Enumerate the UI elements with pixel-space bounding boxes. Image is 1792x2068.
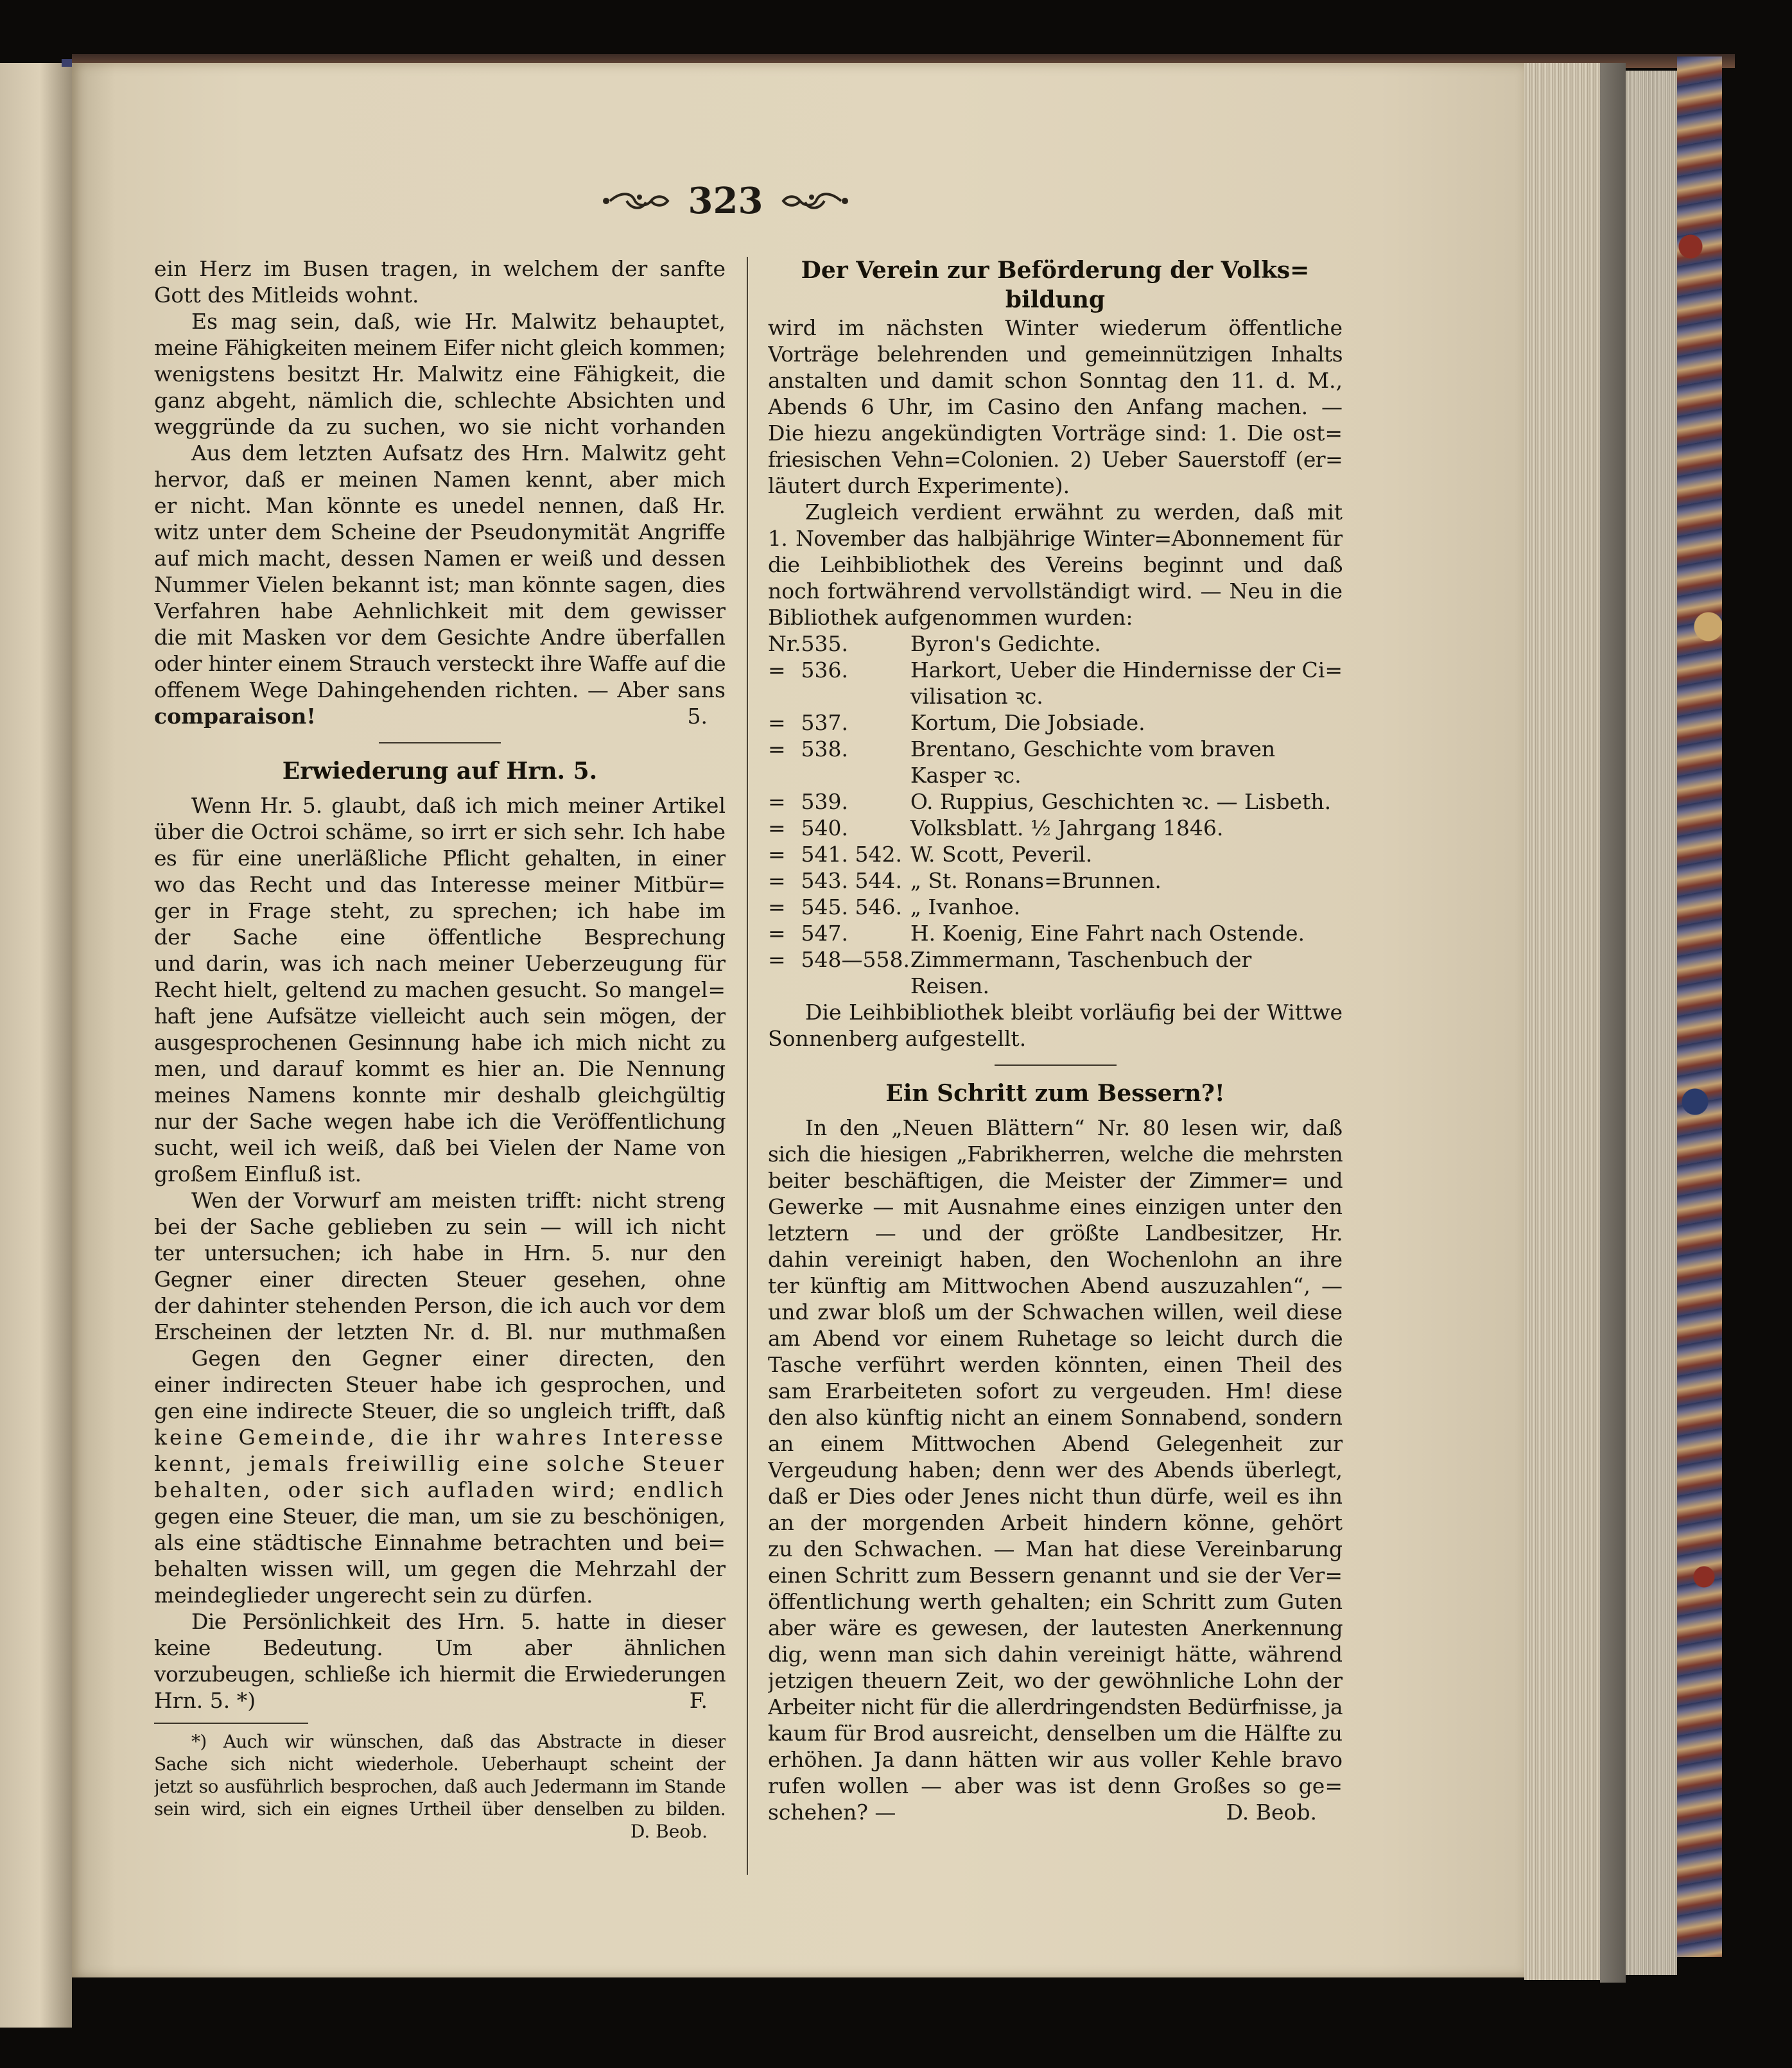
marbled-cover-edge [1677,56,1722,1957]
ornament-right-icon [779,188,850,214]
list-mark: = [768,947,786,972]
text-line: haft jene Aufsätze vielleicht auch sein mögen, der [154,1004,726,1029]
text-line: Vergeudung haben; denn wer des Abends überlegt, [768,1457,1343,1482]
page-stack-edges [1524,63,1600,1980]
ornament-left-icon [601,188,672,214]
book-title-line: Zimmermann, Taschenbuch der [910,947,1252,972]
text-line: Zugleich verdient erwähnt zu werden, daß mit [805,500,1343,525]
text-line: Tasche verführt werden könnten, einen Theil des [768,1352,1343,1377]
text-line: großem Einfluß ist. [154,1161,362,1186]
text-line: letztern — und der größte Landbesitzer, Hr. [768,1221,1343,1246]
text-line: Sonnenberg aufgestellt. [768,1026,1027,1051]
article-closing [154,1687,726,1714]
text-line: wird im nächsten Winter wiederum öffentliche [768,315,1343,340]
book-number: 543. 544. [801,868,902,893]
text-line: der dahinter stehenden Person, die ich auch vor dem [154,1293,726,1318]
list-item [768,946,1343,999]
text-line: einen Schritt zum Bessern genannt und sie der Ver= [768,1563,1343,1588]
left-column [154,256,726,1843]
text-line: Erscheinen der letzten Nr. d. Bl. nur muthmaßen [154,1319,726,1344]
text-line: sich die hiesigen „Fabrikherren, welche die mehrsten [768,1142,1343,1167]
column-divider [747,257,748,1875]
list-item [768,788,1343,815]
list-item [768,630,1343,657]
text-line: Wen der Vorwurf am meisten trifft: nicht streng [191,1188,726,1213]
book-title-line: Harkort, Ueber die Hindernisse der Ci= [910,657,1343,682]
book-title: Kortum, Die Jobsiade. [910,710,1145,735]
section-divider [379,742,501,743]
list-mark: = [768,921,786,946]
footnote-line: *) Auch wir wünschen, daß das Abstracte in dieser [191,1731,726,1752]
text-line: Aus dem letzten Aufsatz des Hrn. Malwitz geht [191,440,726,465]
text-line: men, und darauf kommt es hier an. Die Nennung [154,1056,726,1081]
section-heading: Erwiederung auf Hrn. 5. [282,758,598,785]
text-line: sam Erarbeiteten sofort zu vergeuden. Hm! diese [768,1378,1343,1403]
book-title: H. Koenig, Eine Fahrt nach Ostende. [910,921,1305,946]
text-line: Verfahren habe Aehnlichkeit mit dem gewisser [154,598,726,623]
text-line: und darin, was ich nach meiner Ueberzeugung für [154,951,726,976]
text-line: friesischen Vehn=Colonien. 2) Ueber Sauerstoff (er= [768,447,1343,472]
text-block-edge [1626,71,1677,1975]
text-line: er nicht. Man könnte es unedel nennen, daß Hr. [154,493,726,518]
facing-page-edge [0,63,72,2028]
book-list [768,630,1343,999]
text-line: ter künftig am Mittwochen Abend auszuzahlen“, — [768,1273,1343,1298]
text-line: Nummer Vielen bekannt ist; man könnte sagen, dies [154,572,726,597]
text-line: die mit Masken vor dem Gesichte Andre überfallen [154,625,726,650]
list-item [768,920,1343,946]
text-line: erhöhen. Ja dann hätten wir aus voller Kehle bravo [768,1747,1343,1772]
text-line: meindeglieder ungerecht sein zu dürfen. [154,1583,593,1608]
text-line: weggründe da zu suchen, wo sie nicht vorhanden [154,414,726,439]
book-title-line: Reisen. [910,973,989,998]
list-item [768,709,1343,736]
text-line: nur der Sache wegen habe ich die Veröffentlichung [154,1109,726,1134]
book-number: 538. [801,736,848,761]
author-signature: F. [689,1688,708,1713]
text-line: daß er Dies oder Jenes nicht thun dürfe, weil es ihn [768,1484,1343,1509]
text-line: es für eine unerläßliche Pflicht gehalten, in einer [154,846,726,871]
text-line: meine Fähigkeiten meinem Eifer nicht gleich kommen; [154,335,726,360]
text-line: öffentlichung werth gehalten; ein Schritt zum Guten [768,1589,1343,1614]
text-line: wenigstens besitzt Hr. Malwitz eine Fähigkeit, die [154,361,726,387]
editor-signature: D. Beob. [630,1821,708,1842]
book-number: 541. 542. [801,842,902,867]
text-line: einer indirecten Steuer habe ich gesprochen, und [154,1372,726,1397]
text-line: anstalten und damit schon Sonntag den 11. d. M., [768,368,1343,393]
binding-gutter [1600,63,1626,1983]
text-line: über die Octroi schäme, so irrt er sich sehr. Ich habe [154,819,726,844]
text-line: oder hinter einem Strauch versteckt ihre Waffe auf die [154,651,726,676]
text-line: jetzigen theuern Zeit, wo der gewöhnliche Lohn der [768,1668,1343,1693]
book-title: Volksblatt. ½ Jahrgang 1846. [910,815,1224,840]
footnote-divider [154,1723,308,1724]
text-line: meines Namens konnte mir deshalb gleichgültig [154,1082,726,1108]
book-number: 545. 546. [801,894,902,919]
heading-line: bildung [1005,286,1106,313]
text-line: Die Leihbibliothek bleibt vorläufig bei der Wittwe [805,1000,1343,1025]
text-line: dig, wenn man sich dahin vereinigt hätte, während [768,1642,1343,1667]
book-number: 539. [801,789,848,814]
footnote-line: jetzt so ausführlich besprochen, daß auch Jedermann im Stande [154,1776,726,1797]
list-item [768,841,1343,867]
text-line: Arbeiter nicht für die allerdringendsten Bedürfnisse, ja [768,1694,1343,1719]
text-line: kennt, jemals freiwillig eine solche Steuer [154,1451,726,1476]
book-title-line: vilisation ꝛc. [910,684,1043,709]
book-number: 537. [801,710,848,735]
text-line: offenem Wege Dahingehenden richten. — Aber sans [154,677,726,702]
text-line: ausgesprochenen Gesinnung habe ich mich nicht zu [154,1030,726,1055]
text-line: gegen eine Steuer, die man, um sie zu beschönigen, [154,1504,726,1529]
book-title: „ Ivanhoe. [910,894,1021,919]
text-line: beiter beschäftigen, die Meister der Zimmer= und [768,1168,1343,1193]
list-mark: = [768,894,786,919]
text-line: keine Gemeinde, die ihr wahres Interesse [154,1425,726,1450]
list-mark: = [768,657,786,682]
text-line: der Sache eine öffentliche Besprechung [154,925,726,950]
book-title: „ St. Ronans=Brunnen. [910,868,1161,893]
book-title: W. Scott, Peveril. [910,842,1093,867]
text-line: an einem Mittwochen Abend Gelegenheit zur [768,1431,1343,1456]
book-number: 535. [801,631,848,656]
book-title: O. Ruppius, Geschichten ꝛc. — Lisbeth. [910,789,1332,814]
text-line: Wenn Hr. 5. glaubt, daß ich mich meiner Artikel [191,793,726,818]
list-mark: Nr. [768,631,801,656]
text-line: läutert durch Experimente). [768,473,1070,498]
text-line: Recht hielt, geltend zu machen gesucht. So mangel= [154,977,726,1002]
footnote-signature [154,1820,726,1843]
book-number: 536. [801,657,848,682]
book-title [910,657,1343,709]
footnote [154,1730,726,1843]
text-line: Die hiezu angekündigten Vorträge sind: 1. Die ost= [768,421,1343,446]
section-heading [768,256,1343,315]
text-line: Gegen den Gegner einer directen, den [191,1346,726,1371]
text-line: keine Bedeutung. Um aber ähnlichen [154,1635,726,1660]
heading-line: Der Verein zur Beförderung der Volks= [801,257,1310,284]
article-closing [154,703,726,729]
text-line: ein Herz im Busen tragen, in welchem der sanfte [154,256,726,281]
text-line: am Abend vor einem Ruhetage so leicht durch die [768,1326,1343,1351]
text-line: aber wäre es gewesen, der lautesten Anerkennung [768,1615,1343,1640]
text-line: dahin vereinigt haben, den Wochenlohn an ihre [768,1247,1343,1272]
text-line: Abends 6 Uhr, im Casino den Anfang machen. — [768,394,1343,419]
closing-text: schehen? — [768,1800,896,1825]
text-line: noch fortwährend vervollständigt wird. — Neu in die [768,578,1343,604]
text-line: Gott des Mitleids wohnt. [154,282,419,308]
text-line: rufen wollen — aber was ist denn Großes so ge= [768,1773,1343,1798]
page-number: 323 [688,180,763,222]
list-mark: = [768,842,786,867]
text-line: behalten, oder sich aufladen wird; endlich [154,1477,726,1502]
text-line: Gegner einer directen Steuer gesehen, ohne [154,1267,726,1292]
text-line: Die Persönlichkeit des Hrn. 5. hatte in dieser [191,1609,726,1634]
list-item [768,815,1343,841]
text-line: wo das Recht und das Interesse meiner Mitbür= [154,872,726,897]
list-mark: = [768,815,786,840]
text-line: witz unter dem Scheine der Pseudonymität Angriffe [154,519,726,544]
text-line: ganz abgeht, nämlich die, schlechte Absichten und [154,388,726,413]
text-line: kaum für Brod ausreicht, denselben um die Hälfte zu [768,1721,1343,1746]
text-line: an der morgenden Arbeit hindern könne, gehört [768,1510,1343,1535]
book-title: Byron's Gedichte. [910,631,1101,656]
footnote-line: sein wird, sich ein eignes Urtheil über denselben zu bilden. [154,1798,726,1820]
text-line: bei der Sache geblieben zu sein — will ich nicht [154,1214,726,1239]
text-line: auf mich macht, dessen Namen er weiß und dessen [154,546,726,571]
list-mark: = [768,789,786,814]
closing-text: comparaison! [154,704,316,729]
text-line: als eine städtische Einnahme betrachten und bei= [154,1530,726,1555]
text-line: sucht, weil ich weiß, daß bei Vielen der Name von [154,1135,726,1160]
text-line: den also künftig nicht an einem Sonnabend, sondern [768,1405,1343,1430]
text-line: und zwar bloß um der Schwachen willen, weil diese [768,1299,1343,1325]
author-signature: 5. [687,704,708,729]
book-number: 548—558. [801,947,910,972]
list-mark: = [768,868,786,893]
book-number: 547. [801,921,848,946]
section-heading: Ein Schritt zum Bessern?! [885,1080,1225,1107]
footnote-line: Sache sich nicht wiederhole. Ueberhaupt scheint der [154,1753,726,1775]
book-number: 540. [801,815,848,840]
list-item [768,736,1343,788]
text-line: ger in Frage steht, zu sprechen; ich habe im [154,898,726,923]
book-title: Brentano, Geschichte vom braven Kasper ꝛc. [910,736,1276,788]
text-line: 1. November das halbjährige Winter=Abonnement für [768,526,1343,551]
list-item [768,657,1343,709]
text-line: zu den Schwachen. — Man hat diese Vereinbarung [768,1536,1343,1561]
right-column [768,256,1343,1825]
text-line: gen eine indirecte Steuer, die so ungleich trifft, daß [154,1398,726,1423]
list-mark: = [768,710,786,735]
list-item [768,867,1343,894]
page-header [597,172,854,230]
author-signature: D. Beob. [1226,1800,1317,1825]
list-mark: = [768,736,786,761]
list-item [768,894,1343,920]
text-line: vorzubeugen, schließe ich hiermit die Erwiederungen [154,1662,726,1687]
book-title [910,946,1343,999]
text-line: Gewerke — mit Ausnahme eines einzigen unter den [768,1194,1343,1219]
text-line: hervor, daß er meinen Namen kennt, aber mich [154,467,726,492]
text-line: Vorträge belehrenden und gemeinnützigen Inhalts [768,342,1343,367]
text-line: Es mag sein, daß, wie Hr. Malwitz behauptet, [191,309,726,334]
text-line: behalten wissen will, um gegen die Mehrzahl der [154,1556,726,1581]
text-line: Bibliothek aufgenommen wurden: [768,605,1133,630]
text-line: In den „Neuen Blättern“ Nr. 80 lesen wir, daß [805,1115,1343,1140]
article-closing [768,1799,1343,1825]
text-line: ter untersuchen; ich habe in Hrn. 5. nur den [154,1240,726,1265]
closing-text: Hrn. 5. *) [154,1688,256,1713]
text-line: die Leihbibliothek des Vereins beginnt und daß [768,552,1343,577]
section-divider [995,1064,1117,1066]
